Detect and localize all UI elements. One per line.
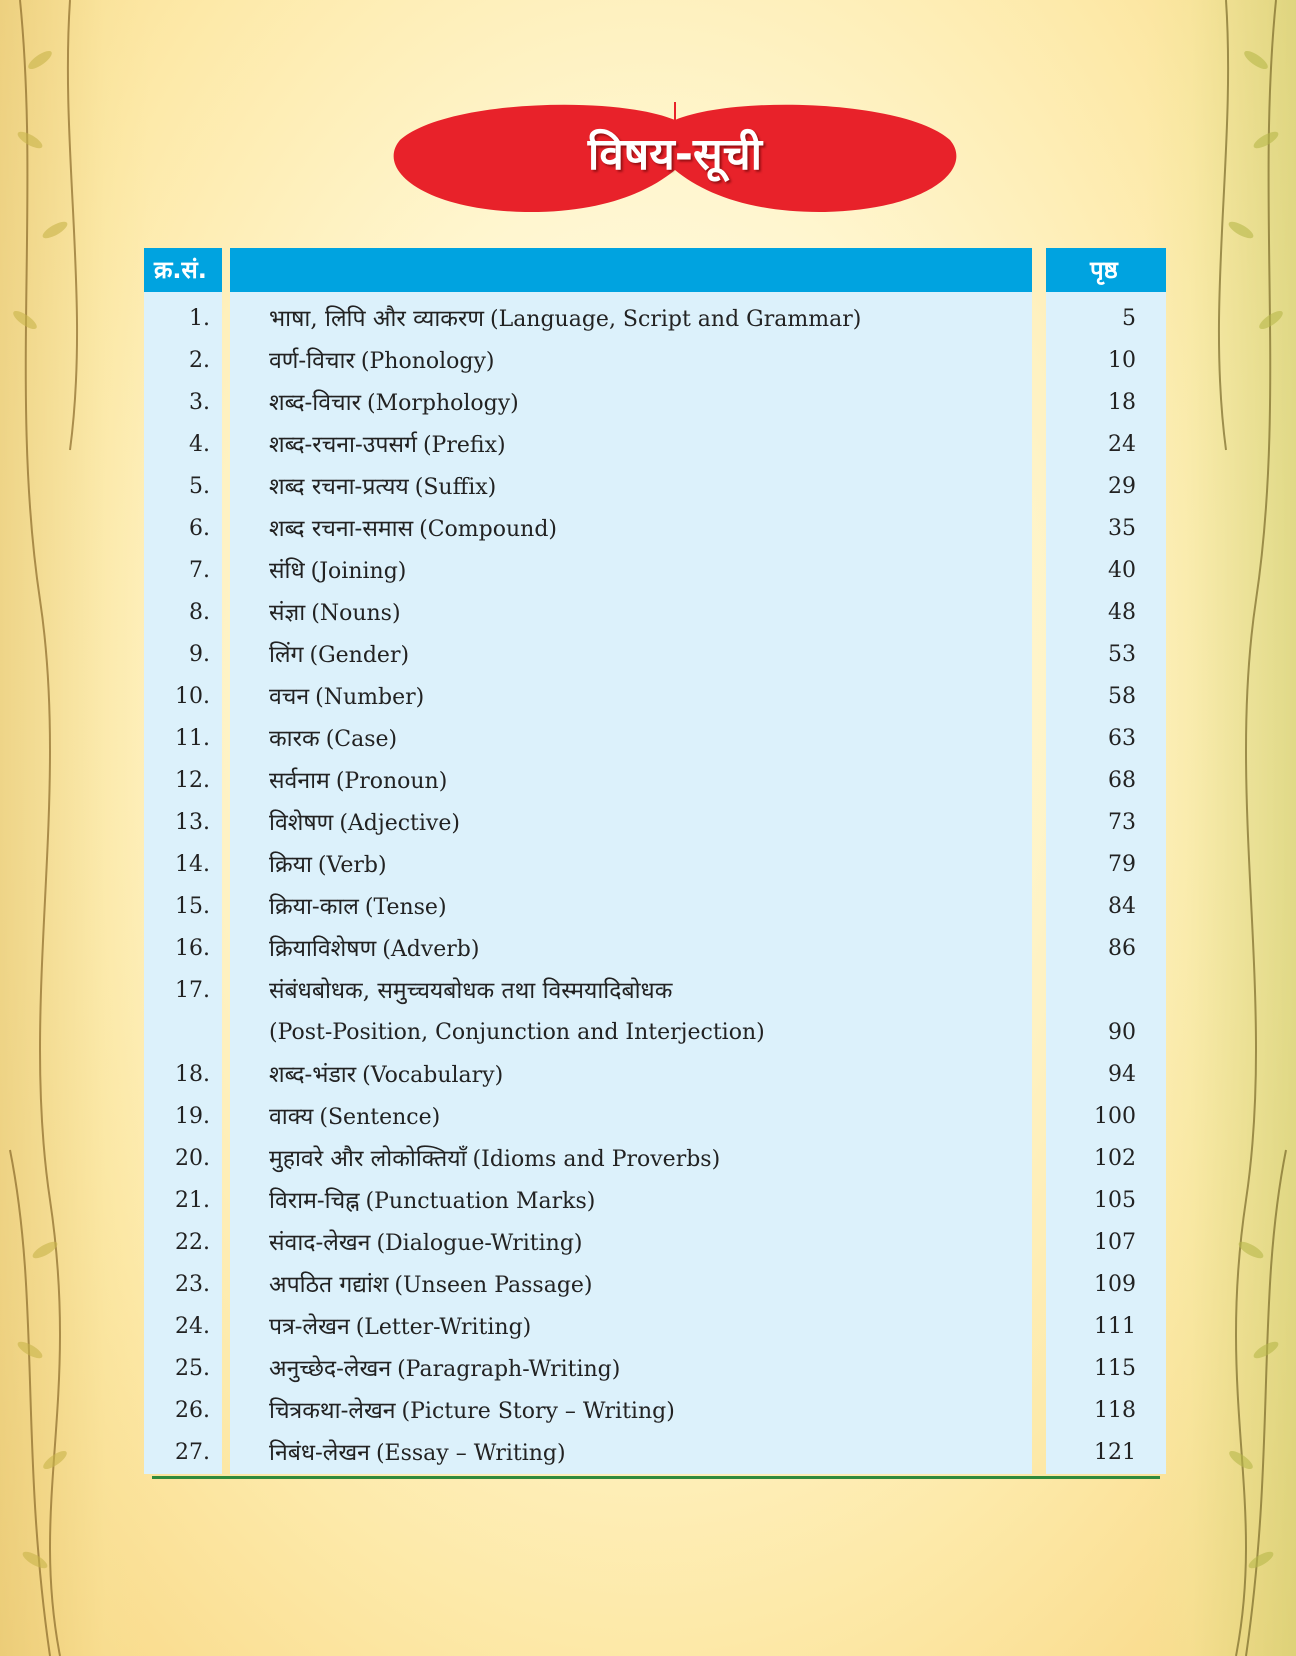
header-topic	[230, 248, 1032, 292]
table-row	[144, 340, 1166, 382]
topic-hindi: निबंध-लेखन	[269, 1440, 370, 1466]
topic-hindi: क्रिया	[269, 852, 312, 878]
row-topic	[269, 424, 506, 467]
row-number: 24.	[175, 1314, 210, 1339]
table-row	[144, 592, 1166, 634]
table-row	[144, 1138, 1166, 1180]
topic-hindi: संज्ञा	[269, 600, 306, 626]
contents-rows	[144, 298, 1166, 1474]
table-row	[144, 1096, 1166, 1138]
table-row	[144, 970, 1166, 1054]
row-topic	[269, 466, 496, 509]
table-row	[144, 760, 1166, 802]
topic-english: (Adjective)	[339, 811, 460, 836]
table-row	[144, 1222, 1166, 1264]
row-number: 25.	[175, 1356, 210, 1381]
topic-english: (Picture Story – Writing)	[401, 1399, 675, 1424]
row-topic	[269, 298, 861, 341]
topic-english: (Adverb)	[382, 937, 480, 962]
row-number: 2.	[189, 348, 210, 373]
topic-english: (Prefix)	[422, 433, 506, 458]
row-number: 6.	[189, 516, 210, 541]
topic-hindi: संवाद-लेखन	[269, 1230, 371, 1256]
row-number: 1.	[189, 306, 210, 331]
row-number: 10.	[175, 684, 210, 709]
row-page-number: 90	[1108, 1020, 1136, 1045]
table-row	[144, 718, 1166, 760]
row-topic	[269, 1096, 440, 1139]
table-row	[144, 1180, 1166, 1222]
topic-hindi: कारक	[269, 726, 320, 752]
table-row	[144, 424, 1166, 466]
table-row	[144, 1306, 1166, 1348]
row-topic	[269, 1180, 595, 1223]
row-page-number: 121	[1094, 1440, 1136, 1465]
bottom-rule	[152, 1476, 1160, 1479]
row-number: 18.	[175, 1062, 210, 1087]
row-page-number: 63	[1108, 726, 1136, 751]
topic-english: (Morphology)	[367, 391, 519, 416]
row-number: 22.	[175, 1230, 210, 1255]
topic-hindi: पत्र-लेखन	[269, 1314, 350, 1340]
page-title: विषय-सूची	[587, 129, 763, 180]
topic-hindi: संबंधबोधक, समुच्चयबोधक तथा विस्मयादिबोधक	[269, 978, 673, 1004]
right-foliage-decoration	[1146, 0, 1296, 1656]
row-page-number: 107	[1094, 1230, 1136, 1255]
topic-english: (Phonology)	[360, 349, 495, 374]
topic-hindi: वाक्य	[269, 1104, 314, 1130]
row-page-number: 79	[1108, 852, 1136, 877]
topic-hindi: वर्ण-विचार	[269, 348, 355, 374]
row-page-number: 29	[1108, 474, 1136, 499]
row-page-number: 53	[1108, 642, 1136, 667]
topic-hindi: अपठित गद्यांश	[269, 1272, 389, 1298]
row-number: 17.	[175, 978, 210, 1003]
topic-english: (Verb)	[317, 853, 387, 878]
row-number: 12.	[175, 768, 210, 793]
topic-english: (Pronoun)	[335, 769, 448, 794]
row-number: 13.	[175, 810, 210, 835]
row-topic	[269, 550, 406, 593]
row-topic	[269, 676, 424, 719]
row-topic	[269, 802, 460, 845]
row-topic	[269, 1054, 503, 1097]
title-banner	[385, 100, 965, 220]
topic-english: (Sentence)	[319, 1105, 441, 1130]
topic-hindi: वचन	[269, 684, 310, 710]
row-number: 19.	[175, 1104, 210, 1129]
row-topic	[269, 382, 519, 425]
left-foliage-decoration	[0, 0, 150, 1656]
topic-hindi: शब्द-विचार	[269, 390, 361, 416]
row-page-number: 10	[1108, 348, 1136, 373]
topic-hindi: संधि	[269, 558, 305, 584]
topic-hindi: भाषा, लिपि और व्याकरण	[269, 306, 484, 332]
row-page-number: 105	[1094, 1188, 1136, 1213]
row-page-number: 102	[1094, 1146, 1136, 1171]
row-page-number: 58	[1108, 684, 1136, 709]
header-page: पृष्ठ	[1046, 248, 1166, 292]
row-number: 5.	[189, 474, 210, 499]
row-page-number: 5	[1122, 306, 1136, 331]
left-vine-illustration	[0, 0, 150, 1656]
topic-english: (Nouns)	[311, 601, 401, 626]
topic-hindi: क्रियाविशेषण	[269, 936, 377, 962]
topic-english: (Tense)	[364, 895, 447, 920]
row-page-number: 115	[1094, 1356, 1136, 1381]
topic-english: (Unseen Passage)	[394, 1273, 593, 1298]
row-page-number: 40	[1108, 558, 1136, 583]
table-row	[144, 1432, 1166, 1474]
row-topic	[269, 508, 557, 551]
row-number: 21.	[175, 1188, 210, 1213]
table-row	[144, 1348, 1166, 1390]
topic-hindi: क्रिया-काल	[269, 894, 359, 920]
row-number: 20.	[175, 1146, 210, 1171]
row-topic	[269, 1348, 620, 1391]
row-topic	[269, 844, 387, 887]
table-row	[144, 298, 1166, 340]
row-page-number: 24	[1108, 432, 1136, 457]
row-topic	[269, 1390, 675, 1433]
table-row	[144, 928, 1166, 970]
topic-english: (Paragraph-Writing)	[397, 1357, 621, 1382]
row-page-number: 48	[1108, 600, 1136, 625]
header-serial-number: क्र.सं.	[144, 248, 222, 292]
row-page-number: 111	[1094, 1314, 1136, 1339]
row-topic	[269, 1222, 583, 1265]
row-topic	[269, 1138, 720, 1181]
row-number: 3.	[189, 390, 210, 415]
table-row	[144, 1264, 1166, 1306]
row-page-number: 73	[1108, 810, 1136, 835]
row-topic	[269, 340, 495, 383]
row-topic	[269, 1432, 566, 1475]
row-page-number: 86	[1108, 936, 1136, 961]
topic-english: (Idioms and Proverbs)	[472, 1147, 721, 1172]
row-topic	[269, 760, 447, 803]
topic-english: (Compound)	[419, 517, 557, 542]
topic-hindi: विशेषण	[269, 810, 334, 836]
row-page-number: 18	[1108, 390, 1136, 415]
row-page-number: 84	[1108, 894, 1136, 919]
topic-english: (Case)	[325, 727, 398, 752]
topic-english: (Punctuation Marks)	[365, 1189, 596, 1214]
row-topic	[269, 592, 401, 635]
row-topic	[269, 634, 409, 677]
row-page-number: 94	[1108, 1062, 1136, 1087]
row-number: 4.	[189, 432, 210, 457]
topic-hindi: सर्वनाम	[269, 768, 330, 794]
table-row	[144, 886, 1166, 928]
topic-hindi: मुहावरे और लोकोक्तियाँ	[269, 1146, 467, 1172]
row-number: 15.	[175, 894, 210, 919]
table-row	[144, 802, 1166, 844]
topic-english: (Joining)	[310, 559, 407, 584]
row-number: 26.	[175, 1398, 210, 1423]
topic-english: (Letter-Writing)	[355, 1315, 532, 1340]
row-topic	[269, 1264, 593, 1307]
row-topic	[269, 970, 765, 1045]
row-number: 27.	[175, 1440, 210, 1465]
row-page-number: 100	[1094, 1104, 1136, 1129]
row-topic	[269, 886, 447, 929]
row-page-number: 35	[1108, 516, 1136, 541]
table-row	[144, 676, 1166, 718]
topic-english: (Number)	[315, 685, 425, 710]
table-row	[144, 1054, 1166, 1096]
row-topic	[269, 928, 479, 971]
row-number: 7.	[189, 558, 210, 583]
row-page-number: 109	[1094, 1272, 1136, 1297]
topic-hindi: शब्द-भंडार	[269, 1062, 357, 1088]
row-number: 9.	[189, 642, 210, 667]
table-row	[144, 382, 1166, 424]
table-row	[144, 550, 1166, 592]
row-page-number: 68	[1108, 768, 1136, 793]
topic-hindi: शब्द रचना-प्रत्यय	[269, 474, 409, 500]
table-row	[144, 634, 1166, 676]
row-topic	[269, 1306, 531, 1349]
topic-english: (Dialogue-Writing)	[376, 1231, 583, 1256]
table-row	[144, 466, 1166, 508]
topic-english: (Post-Position, Conjunction and Interjection)	[269, 1020, 765, 1045]
table-row	[144, 508, 1166, 550]
topic-hindi: अनुच्छेद-लेखन	[269, 1356, 392, 1382]
right-vine-illustration	[1146, 0, 1296, 1656]
topic-english: (Vocabulary)	[362, 1063, 504, 1088]
topic-hindi: विराम-चिह्न	[269, 1188, 360, 1214]
row-number: 23.	[175, 1272, 210, 1297]
topic-english: (Gender)	[309, 643, 410, 668]
table-row	[144, 1390, 1166, 1432]
row-page-number: 118	[1094, 1398, 1136, 1423]
row-number: 8.	[189, 600, 210, 625]
topic-english: (Language, Script and Grammar)	[490, 307, 862, 332]
topic-hindi: शब्द रचना-समास	[269, 516, 414, 542]
topic-hindi: शब्द-रचना-उपसर्ग	[269, 432, 417, 458]
row-number: 16.	[175, 936, 210, 961]
row-number: 14.	[175, 852, 210, 877]
topic-english: (Essay – Writing)	[375, 1441, 566, 1466]
table-row	[144, 844, 1166, 886]
topic-hindi: लिंग	[269, 642, 304, 668]
topic-hindi: चित्रकथा-लेखन	[269, 1398, 396, 1424]
row-topic	[269, 718, 397, 761]
topic-english: (Suffix)	[414, 475, 497, 500]
row-number: 11.	[175, 726, 210, 751]
